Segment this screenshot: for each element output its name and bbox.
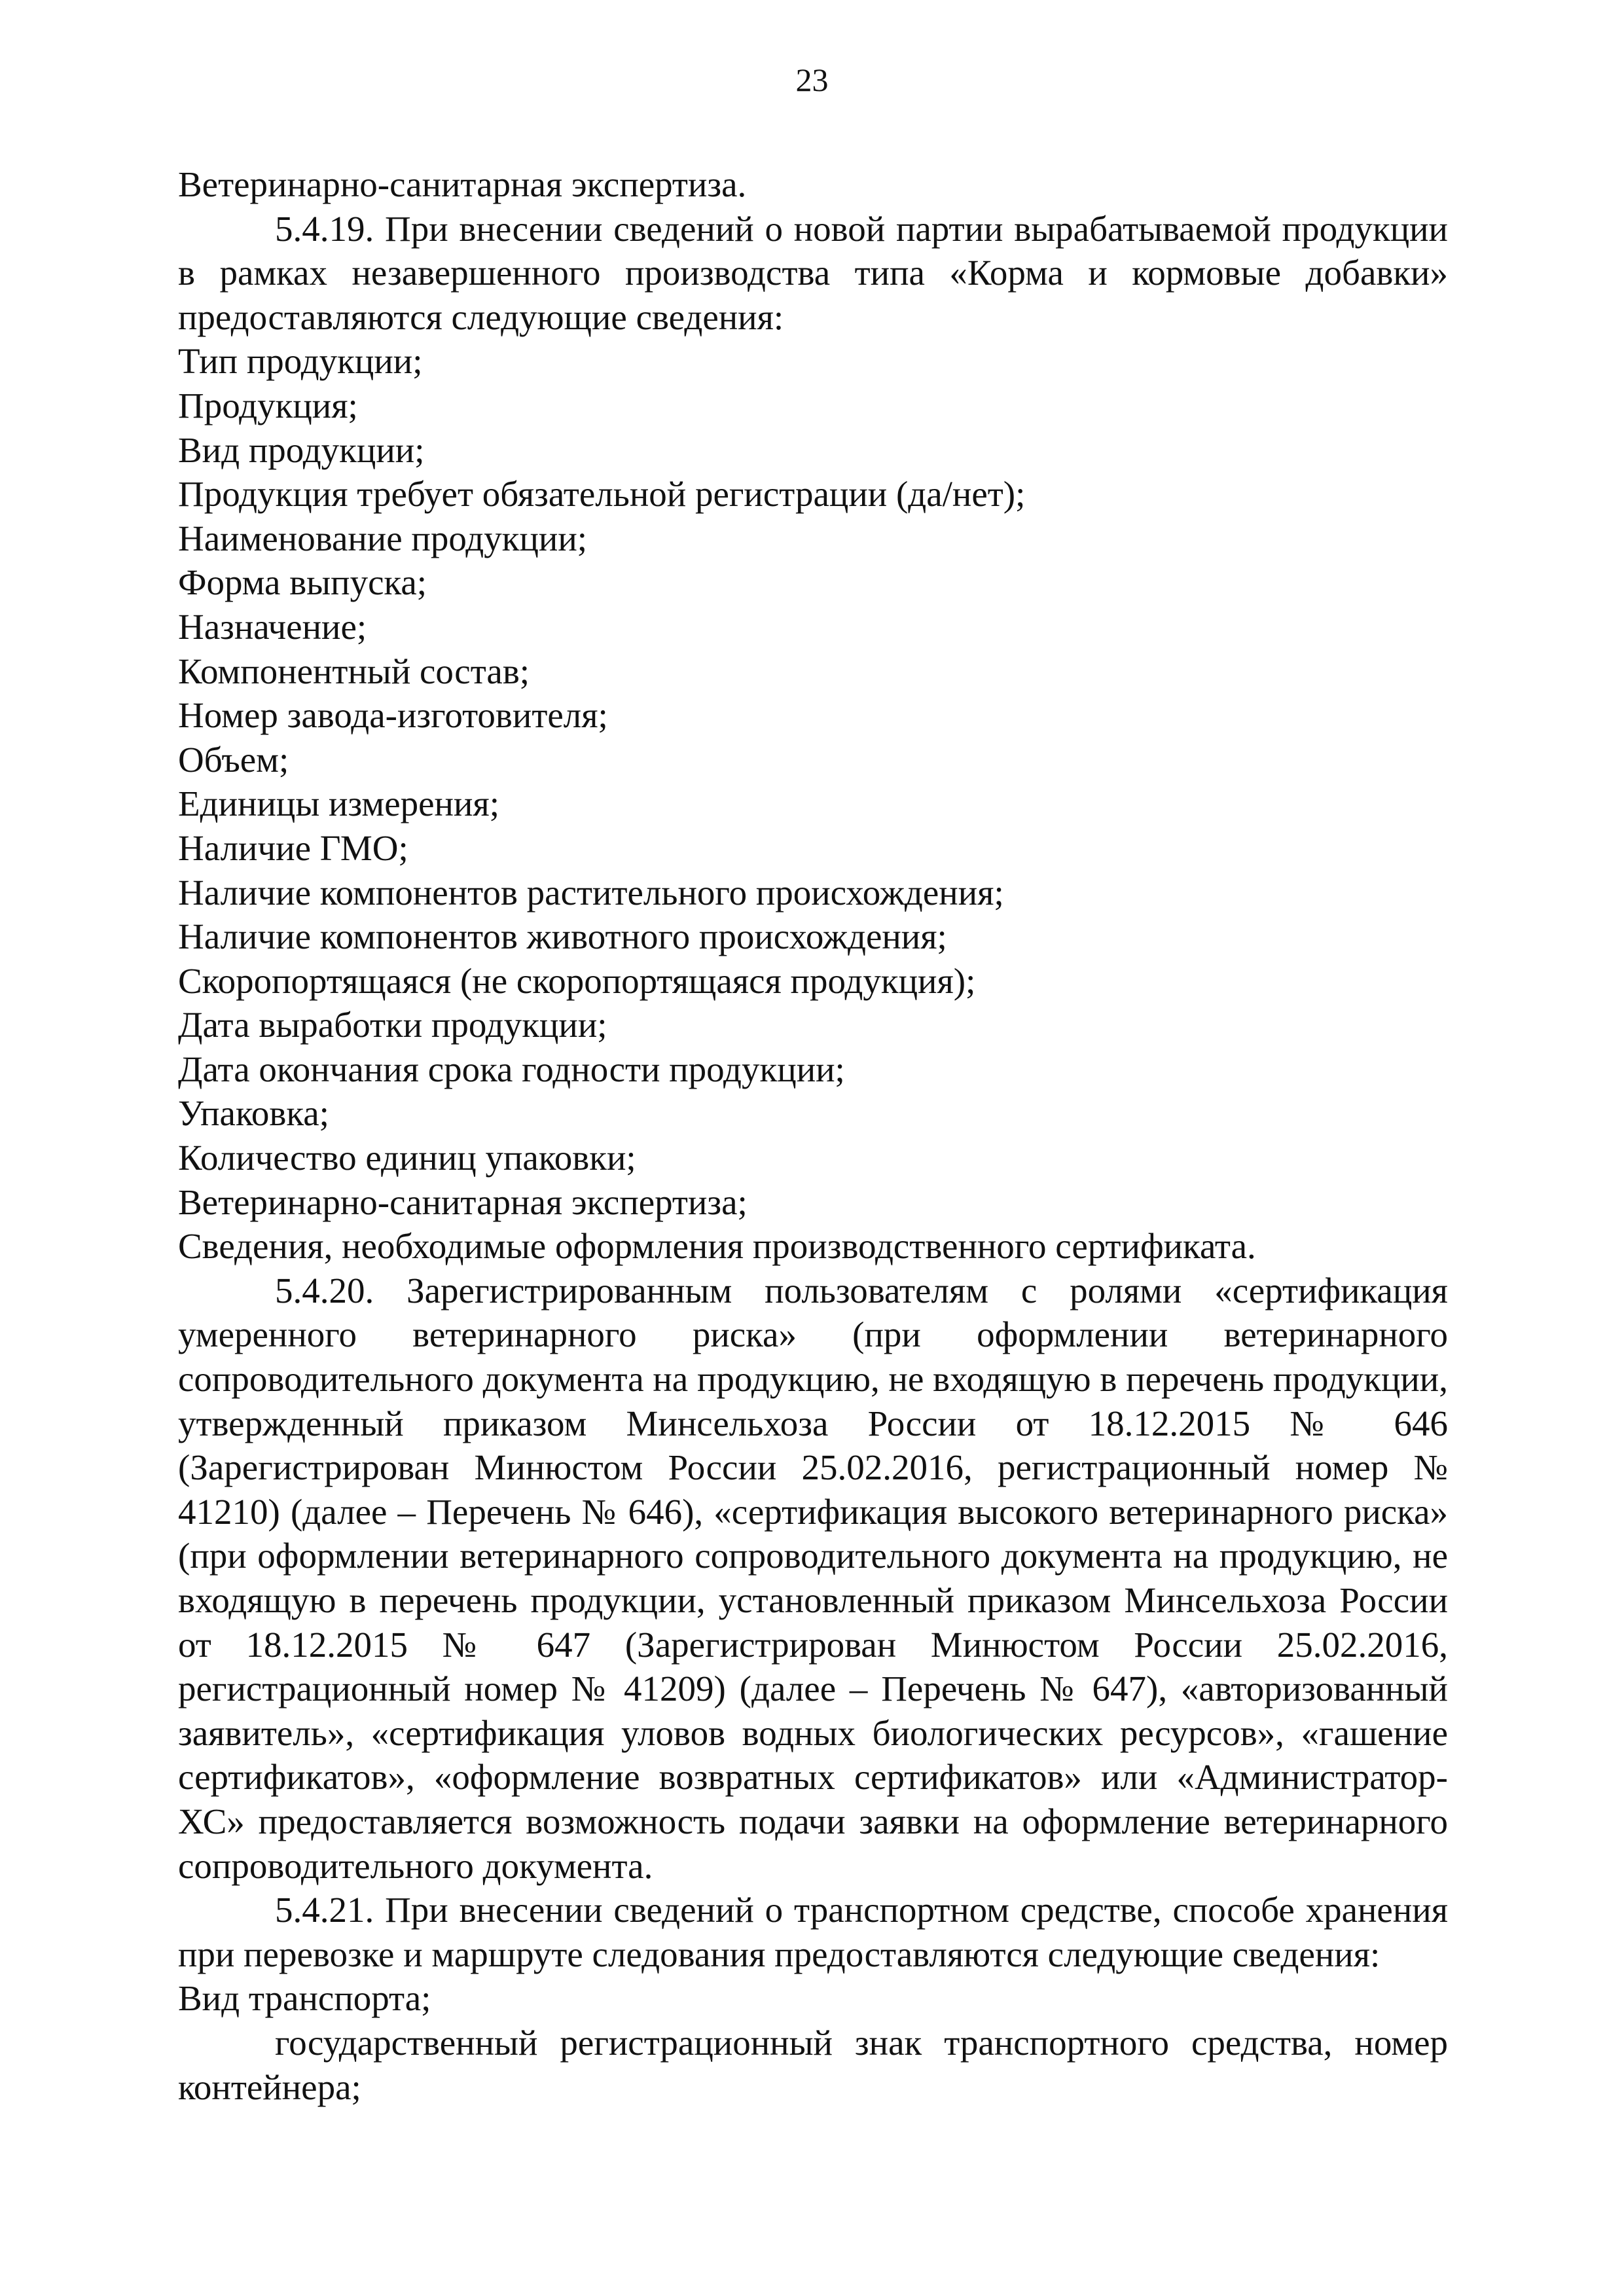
list-item: Единицы измерения; [178,784,499,824]
paragraph-5-4-21: 5.4.21. При внесении сведений о транспортном средстве, способе хранения при перевозке и маршруте следования предоставляются следующие сведения: [178,1890,1448,1974]
list-item: Наличие компонентов растительного происхождения; [178,872,1004,913]
list-item: Количество единиц упаковки; [178,1138,636,1178]
document-body [178,162,1448,2109]
list-item: Продукция требует обязательной регистрации (да/нет); [178,474,1026,515]
list-item: Продукция; [178,385,358,425]
list-item: Упаковка; [178,1093,329,1134]
list-item: Наименование продукции; [178,518,588,558]
list-item: Форма выпуска; [178,562,427,603]
list-item: Сведения, необходимые оформления производственного сертификата. [178,1226,1256,1267]
paragraph-5-4-19: 5.4.19. При внесении сведений о новой партии вырабатываемой продукции в рамках незавершенного производства типа «Корма и кормовые добавки» предоставляются следующие сведения: [178,208,1448,337]
list-item: Вид продукции; [178,429,425,470]
page-number: 23 [795,62,829,98]
list-5-4-19 [178,339,1448,1268]
intro-line: Ветеринарно-санитарная экспертиза. [178,164,747,204]
list-item: государственный регистрационный знак транспортного средства, номер контейнера; [178,2022,1448,2107]
list-item: Тип продукции; [178,341,423,382]
list-item: Дата окончания срока годности продукции; [178,1049,845,1089]
list-item: Ветеринарно-санитарная экспертиза; [178,1182,748,1222]
paragraph-5-4-20: 5.4.20. Зарегистрированным пользователям с ролями «сертификация умеренного ветеринарного риска» (при оформлении ветеринарного сопроводительного документа на продукцию, не входящую в перечень продукции, утвержденный приказом Минсельхоза России от 18.12.2015 № 646 (Зарегистрирован Минюстом России 25.02.2016, регистрационный номер № 41210) (далее – Перечень № 646), «сертификация высокого ветеринарного риска» (при оформлении ветеринарного сопроводительного документа на продукцию, не входящую в перечень продукции, установленный приказом Минсельхоза России от 18.12.2015 № 647 (Зарегистрирован Минюстом России 25.02.2016, регистрационный номер № 41209) (далее – Перечень № 647), «авторизованный заявитель», «сертификация уловов водных биологических ресурсов», «гашение сертификатов», «оформление возвратных сертификатов» или «Администратор-ХС» предоставляется возможность подачи заявки на оформление ветеринарного сопроводительного документа. [178,1270,1448,1886]
list-item: Скоропортящаяся (не скоропортящаяся продукция); [178,960,976,1001]
list-item: Наличие ГМО; [178,827,408,868]
list-item: Компонентный состав; [178,651,530,691]
list-item: Дата выработки продукции; [178,1005,607,1045]
list-item: Номер завода-изготовителя; [178,695,608,736]
list-item: Вид транспорта; [178,1978,431,2019]
list-item: Назначение; [178,606,367,647]
list-item: Объем; [178,739,289,780]
list-item: Наличие компонентов животного происхождения; [178,916,947,957]
